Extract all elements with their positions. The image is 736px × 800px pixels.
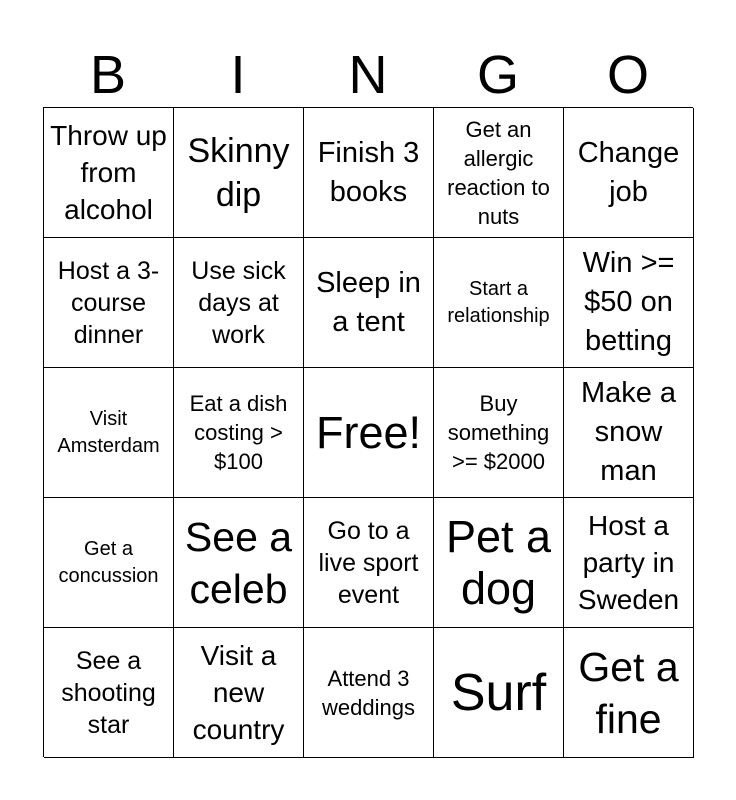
bingo-cell[interactable]	[434, 108, 564, 238]
cell-label: Make a snow man	[580, 377, 677, 487]
bingo-header	[43, 40, 693, 108]
free-space-cell[interactable]	[304, 368, 434, 498]
bingo-cell[interactable]	[174, 368, 304, 498]
cell-label: Sleep in a tent	[316, 266, 421, 338]
header-letter-b: B	[89, 45, 127, 105]
cell-label: See a celeb	[184, 513, 293, 612]
header-letter-g: G	[476, 45, 519, 105]
free-space-label: Free!	[315, 406, 422, 458]
bingo-cell[interactable]	[174, 108, 304, 238]
cell-label: Host a party in Sweden	[577, 510, 680, 615]
cell-label: Throw up from alcohol	[50, 120, 167, 225]
cell-label: Visit a new country	[192, 640, 285, 745]
bingo-cell[interactable]	[434, 498, 564, 628]
cell-label: Get a concussion	[58, 537, 159, 587]
header-letter-n: N	[348, 45, 388, 105]
cell-label: Host a 3-course dinner	[57, 256, 160, 349]
bingo-cell[interactable]	[564, 368, 694, 498]
cell-label: Pet a dog	[445, 510, 552, 614]
bingo-cell[interactable]	[174, 628, 304, 758]
bingo-cell[interactable]	[44, 108, 174, 238]
cell-label: Get a fine	[578, 643, 679, 742]
bingo-cell[interactable]	[304, 628, 434, 758]
bingo-cell[interactable]	[564, 238, 694, 368]
cell-label: Use sick days at work	[191, 256, 286, 349]
bingo-cell[interactable]	[44, 368, 174, 498]
bingo-cell[interactable]	[174, 238, 304, 368]
bingo-cell[interactable]	[304, 108, 434, 238]
bingo-grid	[43, 107, 693, 757]
bingo-cell[interactable]	[564, 108, 694, 238]
cell-label: Attend 3 weddings	[322, 665, 415, 720]
cell-label: See a shooting star	[61, 646, 156, 739]
bingo-cell[interactable]	[434, 368, 564, 498]
bingo-cell[interactable]	[304, 498, 434, 628]
cell-label: Visit Amsterdam	[57, 407, 160, 457]
bingo-cell[interactable]	[304, 238, 434, 368]
header-letter-o: O	[606, 45, 649, 105]
cell-label: Win >= $50 on betting	[582, 247, 675, 357]
cell-label: Surf	[450, 663, 547, 722]
bingo-cell[interactable]	[434, 238, 564, 368]
cell-label: Change job	[577, 136, 680, 208]
bingo-cell[interactable]	[564, 498, 694, 628]
cell-label: Skinny dip	[187, 131, 290, 214]
cell-label: Start a relationship	[447, 277, 550, 327]
cell-label: Eat a dish costing > $100	[189, 391, 288, 474]
cell-label: Buy something >= $2000	[447, 391, 550, 474]
bingo-cell[interactable]	[434, 628, 564, 758]
bingo-cell[interactable]	[44, 628, 174, 758]
header-letter-i: I	[230, 45, 246, 105]
bingo-cell[interactable]	[174, 498, 304, 628]
cell-label: Get an allergic reaction to nuts	[447, 116, 550, 229]
cell-label: Go to a live sport event	[318, 516, 419, 609]
bingo-cell[interactable]	[564, 628, 694, 758]
cell-label: Finish 3 books	[317, 136, 420, 208]
bingo-cell[interactable]	[44, 498, 174, 628]
bingo-cell[interactable]	[44, 238, 174, 368]
